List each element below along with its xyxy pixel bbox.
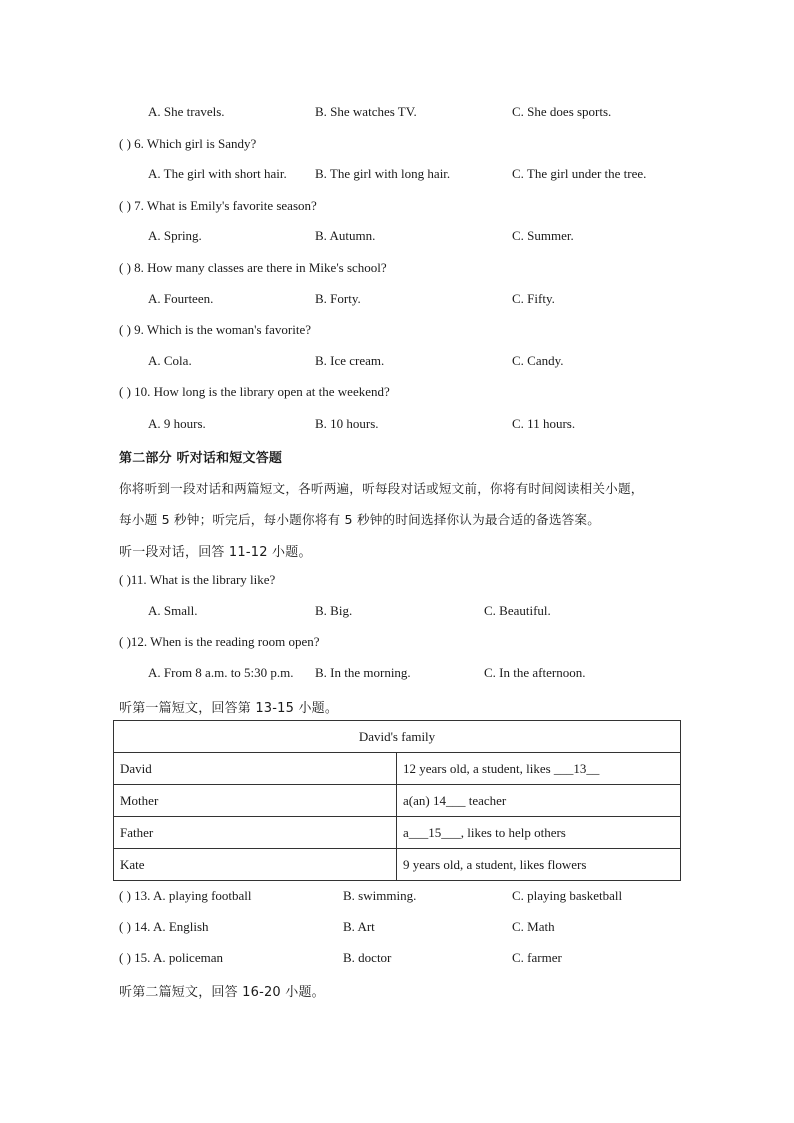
q11-option-a: A. Small. xyxy=(148,603,198,618)
passage1-intro: 听第一篇短文，回答第 13-15 小题。 xyxy=(119,701,339,716)
q10-stem: ( ) 10. How long is the library open at the weekend? xyxy=(119,384,390,399)
table-row xyxy=(114,849,681,881)
q9-stem: ( ) 9. Which is the woman's favorite? xyxy=(119,322,311,337)
q6-option-b: B. The girl with long hair. xyxy=(315,166,451,181)
part2-instruction-line2: 每小题 5 秒钟；听完后，每小题你将有 5 秒钟的时间选择你认为最合适的备选答案。 xyxy=(119,512,601,527)
q13-option-c: C. playing basketball xyxy=(512,888,623,903)
dialog-intro: 听一段对话，回答 11-12 小题。 xyxy=(119,545,312,560)
q8-option-b: B. Forty. xyxy=(315,291,361,306)
q6-stem: ( ) 6. Which girl is Sandy? xyxy=(119,136,257,151)
q5-option-c: C. She does sports. xyxy=(512,104,612,119)
row-label: David xyxy=(114,753,397,785)
q15-option-b: B. doctor xyxy=(343,950,392,965)
q10-option-b: B. 10 hours. xyxy=(315,416,379,431)
part2-instruction-line1: 你将听到一段对话和两篇短文，各听两遍，听每段对话或短文前，你将有时间阅读相关小题， xyxy=(119,481,644,496)
q7-option-c: C. Summer. xyxy=(512,228,574,243)
row-value xyxy=(397,785,681,817)
q14-option-c: C. Math xyxy=(512,919,555,934)
q13-option-b: B. swimming. xyxy=(343,888,417,903)
table-row xyxy=(114,753,681,785)
q14-stem: ( ) 14. A. English xyxy=(119,919,209,934)
row-label: Father xyxy=(114,817,397,849)
row-value: 9 years old, a student, likes flowers xyxy=(397,849,681,881)
q12-stem: ( )12. When is the reading room open? xyxy=(119,634,320,649)
davids-family-table xyxy=(113,720,681,881)
q8-stem: ( ) 8. How many classes are there in Mike's school? xyxy=(119,260,387,275)
q15-option-c: C. farmer xyxy=(512,950,562,965)
q7-stem: ( ) 7. What is Emily's favorite season? xyxy=(119,198,317,213)
q6-option-c: C. The girl under the tree. xyxy=(512,166,647,181)
q10-option-a: A. 9 hours. xyxy=(148,416,206,431)
q11-option-c: C. Beautiful. xyxy=(484,603,551,618)
q5-option-a: A. She travels. xyxy=(148,104,225,119)
q9-option-c: C. Candy. xyxy=(512,353,564,368)
row-value xyxy=(397,753,681,785)
answer-blank-14: 14___ xyxy=(432,792,466,808)
q5-option-b: B. She watches TV. xyxy=(315,104,417,119)
q9-option-b: B. Ice cream. xyxy=(315,353,385,368)
q7-option-a: A. Spring. xyxy=(148,228,202,243)
answer-blank-15: ___15___ xyxy=(408,824,461,840)
q14-option-b: B. Art xyxy=(343,919,375,934)
q15-stem: ( ) 15. A. policeman xyxy=(119,950,223,965)
q11-option-b: B. Big. xyxy=(315,603,353,618)
table-row xyxy=(114,817,681,849)
table-title: David's family xyxy=(114,721,681,753)
passage2-intro: 听第二篇短文，回答 16-20 小题。 xyxy=(119,985,325,1000)
part2-heading: 第二部分 听对话和短文答题 xyxy=(119,451,283,466)
row-text: teacher xyxy=(465,792,507,808)
row-text: a(an) xyxy=(403,792,433,808)
q12-option-b: B. In the morning. xyxy=(315,665,411,680)
q8-option-a: A. Fourteen. xyxy=(148,291,214,306)
q6-option-a: A. The girl with short hair. xyxy=(148,166,287,181)
row-value xyxy=(397,817,681,849)
q10-option-c: C. 11 hours. xyxy=(512,416,576,431)
q12-option-a: A. From 8 a.m. to 5:30 p.m. xyxy=(148,665,294,680)
row-label: Kate xyxy=(114,849,397,881)
row-text: 12 years old, a student, likes xyxy=(403,760,554,776)
q8-option-c: C. Fifty. xyxy=(512,291,555,306)
q13-stem: ( ) 13. A. playing football xyxy=(119,888,252,903)
q12-option-c: C. In the afternoon. xyxy=(484,665,586,680)
q9-option-a: A. Cola. xyxy=(148,353,192,368)
answer-blank-13: ___13__ xyxy=(553,760,600,776)
row-text: , likes to help others xyxy=(460,824,566,840)
row-text: a xyxy=(403,824,409,840)
row-label: Mother xyxy=(114,785,397,817)
table-row xyxy=(114,785,681,817)
q11-stem: ( )11. What is the library like? xyxy=(119,572,276,587)
q7-option-b: B. Autumn. xyxy=(315,228,376,243)
